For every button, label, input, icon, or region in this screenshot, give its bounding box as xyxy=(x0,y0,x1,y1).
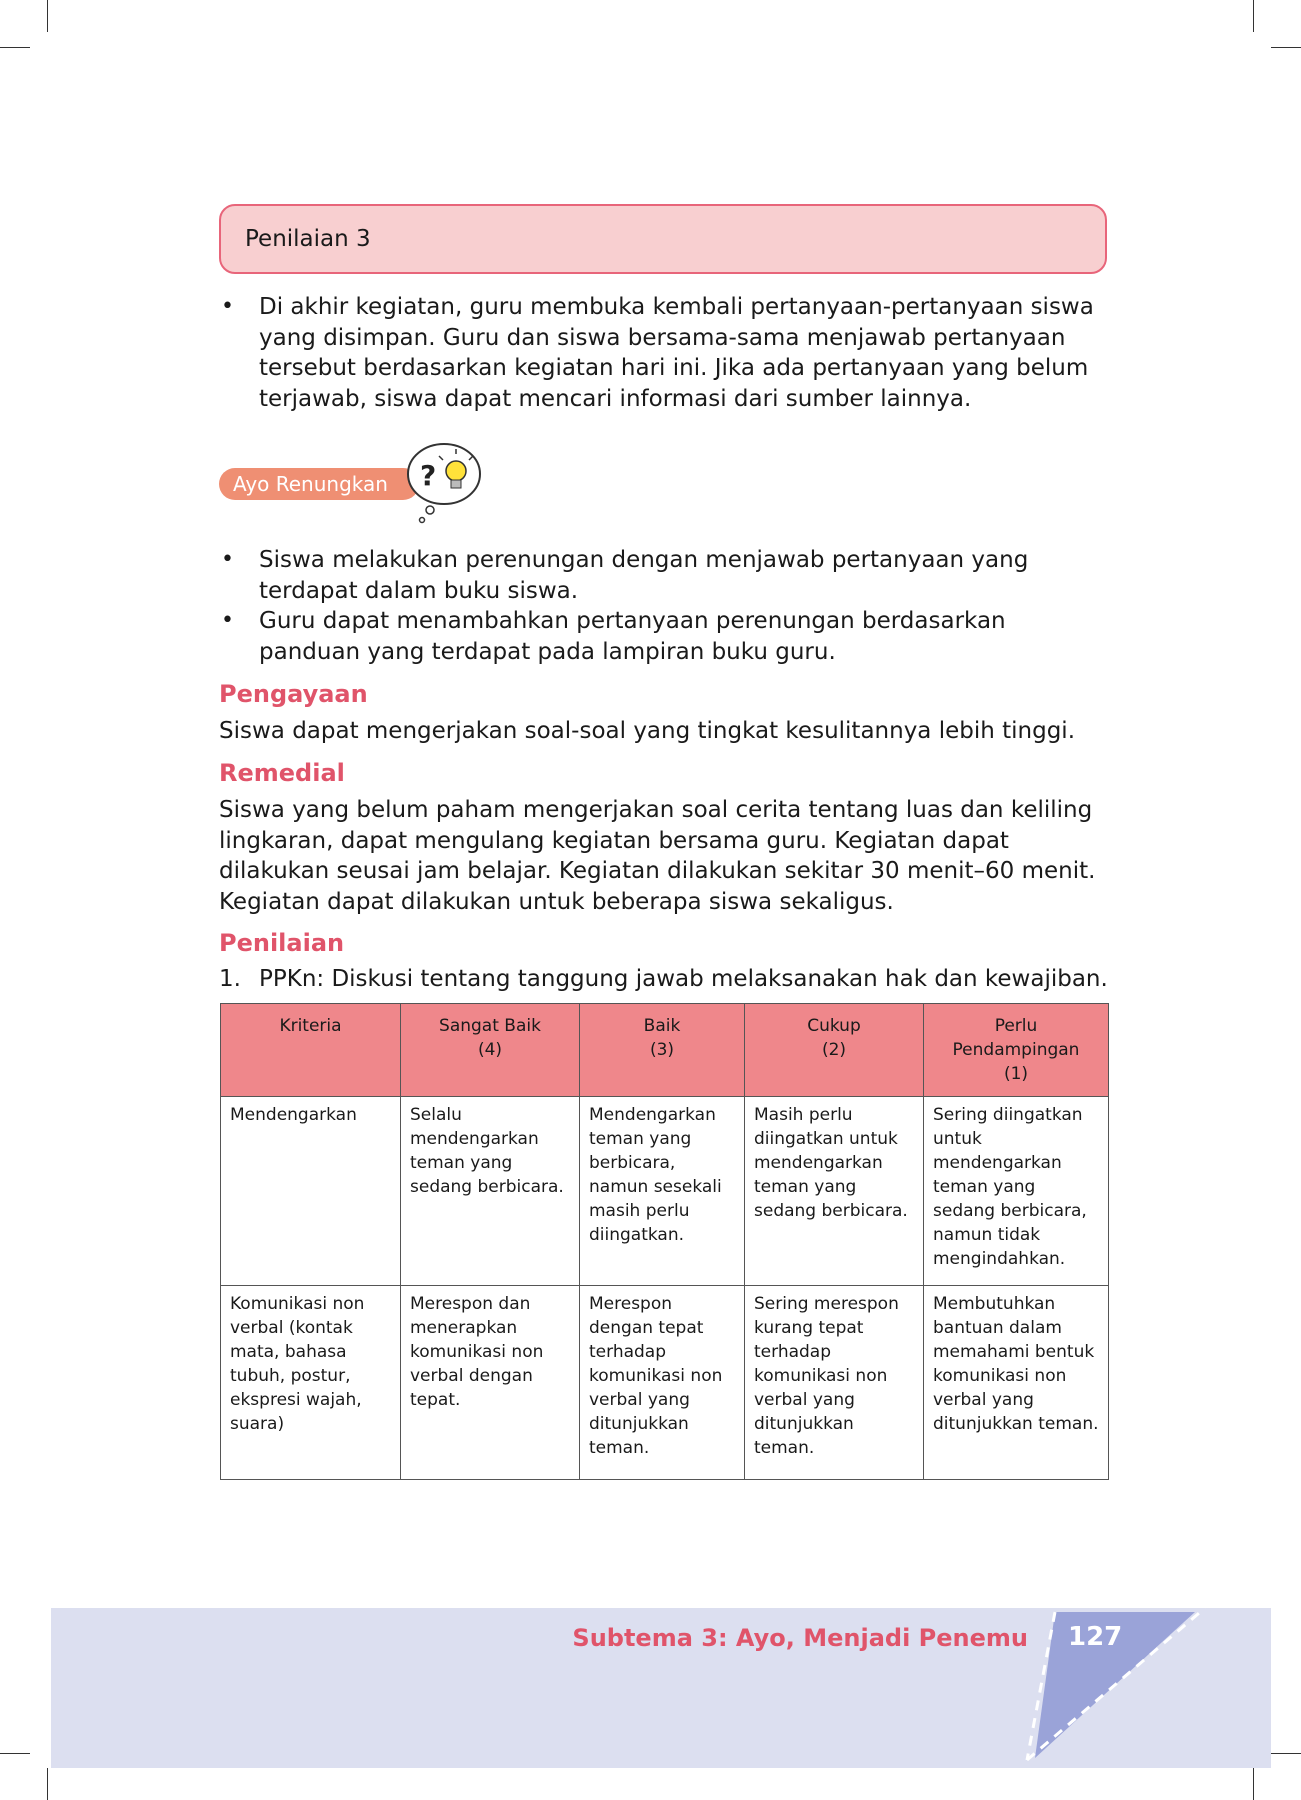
table-cell: Selalu mendengarkan teman yang sedang berbicara. xyxy=(401,1097,580,1286)
column-header: Sangat Baik (4) xyxy=(401,1004,580,1097)
penilaian-item xyxy=(219,966,1108,992)
penilaian-heading: Penilaian xyxy=(219,929,345,957)
crop-mark xyxy=(1253,0,1254,32)
pengayaan-heading: Pengayaan xyxy=(219,680,368,708)
list-item: • Di akhir kegiatan, guru membuka kembali pertanyaan-pertanyaan siswa yang disimpan. Guru dan siswa bersama-sama menjawab pertanyaan tersebut berdasarkan kegiatan hari ini. Jika ada pertanyaan yang belum terjawab, siswa dapat mencari informasi dari sumber lainnya. xyxy=(219,292,1099,414)
table-row xyxy=(221,1097,1109,1286)
item-text: PPKn: Diskusi tentang tanggung jawab melaksanakan hak dan kewajiban. xyxy=(259,966,1108,992)
column-header: Kriteria xyxy=(221,1004,401,1097)
section-title: Penilaian 3 xyxy=(245,226,371,252)
table-cell: Masih perlu diingatkan untuk mendengarkan teman yang sedang berbicara. xyxy=(745,1097,924,1286)
crop-mark xyxy=(1271,1753,1301,1754)
crop-mark xyxy=(1271,47,1301,48)
section-header-box xyxy=(219,204,1107,274)
crop-mark xyxy=(0,47,30,48)
column-header: Baik (3) xyxy=(580,1004,745,1097)
bullet-list-reflection xyxy=(219,545,1099,667)
table-cell: Mendengarkan teman yang berbicara, namun sesekali masih perlu diingatkan. xyxy=(580,1097,745,1286)
footer-subtema: Subtema 3: Ayo, Menjadi Penemu xyxy=(572,1624,1028,1652)
crop-mark xyxy=(0,1753,30,1754)
crop-mark xyxy=(47,0,48,32)
ayo-renungkan-label: Ayo Renungkan xyxy=(233,472,388,496)
table-cell: Merespon dengan tepat terhadap komunikasi non verbal yang ditunjukkan teman. xyxy=(580,1286,745,1480)
table-cell: Mendengarkan xyxy=(221,1097,401,1286)
pengayaan-text: Siswa dapat mengerjakan soal-soal yang tingkat kesulitannya lebih tinggi. xyxy=(219,718,1076,744)
table-header-row xyxy=(221,1004,1109,1097)
crop-mark xyxy=(47,1768,48,1800)
ayo-renungkan-tag xyxy=(219,468,419,500)
svg-text:?: ? xyxy=(420,459,437,492)
column-header: Cukup (2) xyxy=(745,1004,924,1097)
table-cell: Membutuhkan bantuan dalam memahami bentuk komunikasi non verbal yang ditunjukkan teman. xyxy=(924,1286,1109,1480)
table-cell: Merespon dan menerapkan komunikasi non verbal dengan tepat. xyxy=(401,1286,580,1480)
list-item: • Guru dapat menambahkan pertanyaan perenungan berdasarkan panduan yang terdapat pada lampiran buku guru. xyxy=(219,606,1099,667)
list-item: • Siswa melakukan perenungan dengan menjawab pertanyaan yang terdapat dalam buku siswa. xyxy=(219,545,1099,606)
rubric-table xyxy=(220,1003,1109,1480)
table-cell: Sering diingatkan untuk mendengarkan teman yang sedang berbicara, namun tidak mengindahkan. xyxy=(924,1097,1109,1286)
table-cell: Komunikasi non verbal (kontak mata, bahasa tubuh, postur, ekspresi wajah, suara) xyxy=(221,1286,401,1480)
crop-mark xyxy=(1253,1768,1254,1800)
column-header: Perlu Pendampingan (1) xyxy=(924,1004,1109,1097)
question-lightbulb-bubble-icon xyxy=(400,438,488,526)
item-number: 1. xyxy=(219,966,241,992)
table-row xyxy=(221,1286,1109,1480)
page-number: 127 xyxy=(1068,1622,1123,1652)
table-cell: Sering merespon kurang tepat terhadap komunikasi non verbal yang ditunjukkan teman. xyxy=(745,1286,924,1480)
remedial-text: Siswa yang belum paham mengerjakan soal cerita tentang luas dan keliling lingkaran, dapat mengulang kegiatan bersama guru. Kegiatan dapat dilakukan seusai jam belajar. Kegiatan dilakukan sekitar 30 menit–60 menit. Kegiatan dapat dilakukan untuk beberapa siswa sekaligus. xyxy=(219,797,1096,915)
bullet-list-closing xyxy=(219,292,1099,414)
remedial-heading: Remedial xyxy=(219,759,345,787)
